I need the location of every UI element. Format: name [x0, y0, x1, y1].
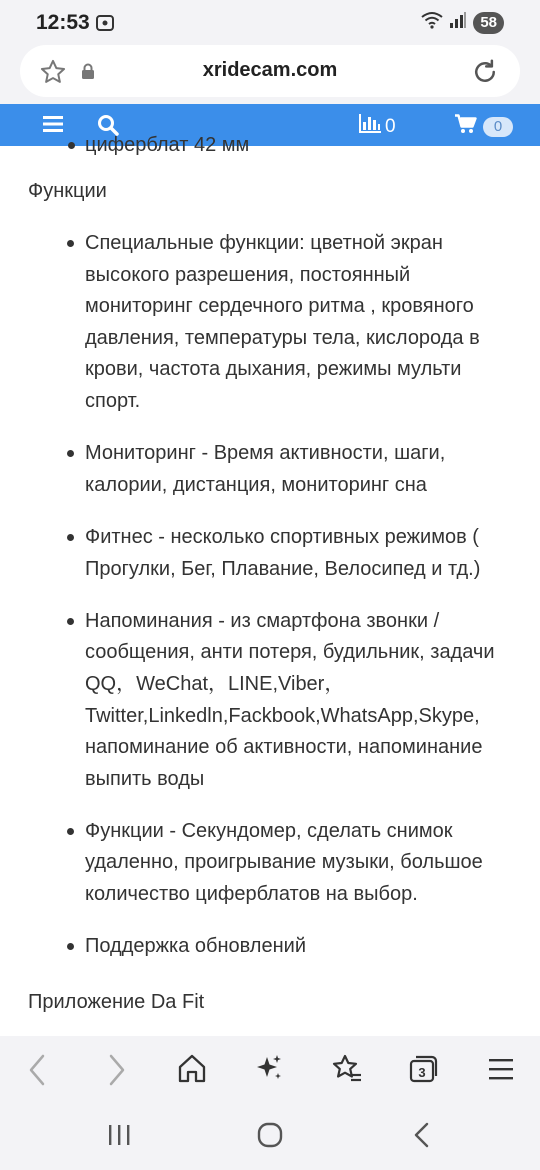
cart-count-badge: 0 [483, 117, 513, 137]
cart-button[interactable] [455, 114, 513, 139]
home-nav-icon[interactable] [257, 1122, 283, 1153]
system-nav-bar [0, 1104, 540, 1170]
page-content [0, 134, 540, 1036]
wifi-icon [421, 11, 443, 34]
status-time: 12:53 [36, 11, 90, 34]
tab-count: 3 [418, 1065, 426, 1080]
cart-icon [455, 114, 477, 139]
browser-toolbar [0, 1036, 540, 1104]
url-text: xridecam.com [202, 59, 338, 81]
list-item: Функции - Секундомер, сделать снимок удаленно, проигрывание музыки, большое количество циферблатов на выбор. [0, 816, 540, 911]
list-item: Фитнес - несколько спортивных режимов ( Прогулки, Бег, Плавание, Велосипед и тд.) [0, 522, 540, 585]
forward-icon[interactable] [102, 1053, 130, 1092]
address-bar[interactable] [20, 45, 520, 97]
battery-indicator: 58 [473, 12, 504, 34]
list-item: Специальные функции: цветной экран высокого разрешения, постоянный мониторинг сердечного ритма , кровяного давления, температуры тела, кислорода в крови, частота дыхания, режимы мульти спорт. [0, 228, 540, 418]
hamburger-menu-icon[interactable] [43, 114, 63, 139]
ai-sparkle-icon[interactable] [254, 1053, 284, 1090]
list-item: Напоминания - из смартфона звонки / сообщения, анти потеря, будильник, задачи QQ，WeChat，LINE,Viber，Twitter,Linkedln,Fackbook,WhatsApp,Skype, напоминание об активности, напоминание выпить воды [0, 606, 540, 796]
list-item: Мониторинг - Время активности, шаги, калории, дистанция, мониторинг сна [0, 438, 540, 501]
list-item: Поддержка обновлений [0, 931, 540, 963]
recent-apps-icon[interactable] [106, 1122, 132, 1153]
section-title-functions: Функции [28, 180, 107, 202]
tabs-icon[interactable] [409, 1053, 439, 1090]
back-icon[interactable] [24, 1053, 52, 1092]
compare-count: 0 [385, 115, 396, 137]
status-icons [421, 11, 504, 34]
features-list [0, 228, 540, 983]
section-title-app: Приложение Da Fit [28, 991, 205, 1013]
back-nav-icon[interactable] [410, 1122, 436, 1153]
home-icon[interactable] [177, 1053, 207, 1090]
menu-icon[interactable] [487, 1053, 515, 1090]
bar-chart-icon [359, 114, 381, 139]
partial-list-item [68, 134, 249, 157]
screenshot-icon [96, 15, 114, 36]
reload-icon[interactable] [470, 57, 500, 92]
signal-icon [449, 11, 467, 34]
compare-button[interactable] [359, 114, 396, 139]
bookmarks-icon[interactable] [331, 1053, 363, 1090]
browser-address-area [0, 44, 540, 104]
status-bar [0, 0, 540, 44]
bullet [68, 142, 75, 149]
partial-list-item-text: циферблат 42 мм [85, 134, 250, 156]
